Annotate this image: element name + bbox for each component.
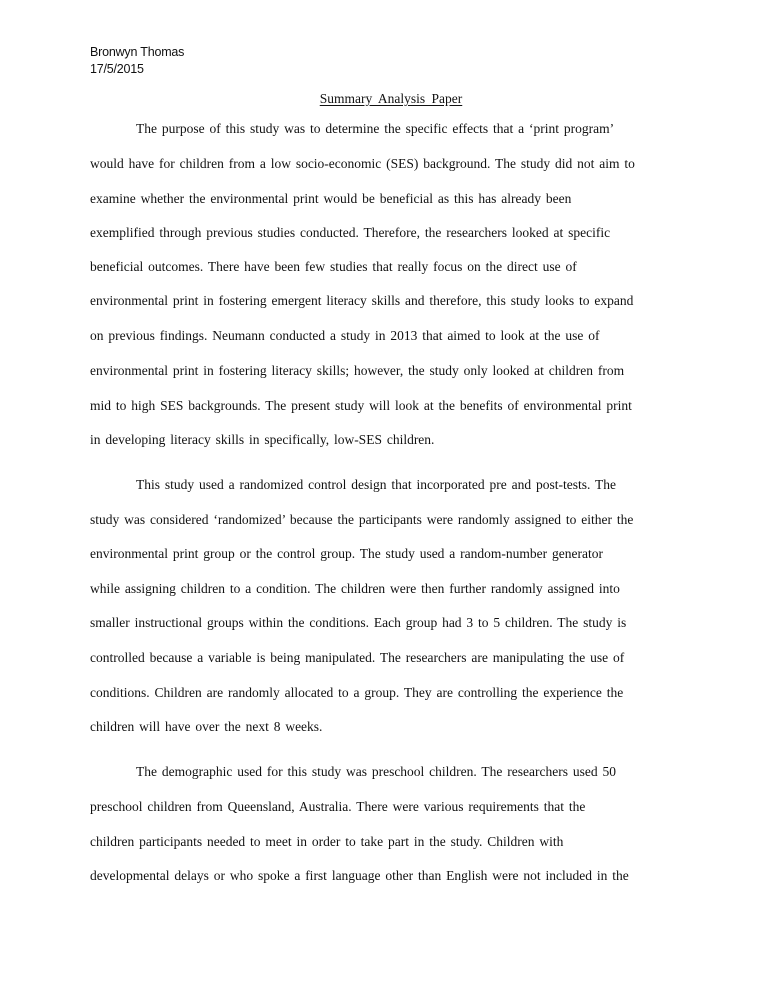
text-line: environmental print in fostering emergent literacy skills and therefore, this study looks to expand <box>90 293 634 308</box>
document-date: 17/5/2015 <box>90 62 144 76</box>
text-line: controlled because a variable is being manipulated. The researchers are manipulating the use of <box>90 650 625 665</box>
author-name: Bronwyn Thomas <box>90 45 185 59</box>
document-title <box>0 90 768 108</box>
text-line: would have for children from a low socio-economic (SES) background. The study did not aim to <box>90 156 635 171</box>
text-line: environmental print in fostering literacy skills; however, the study only looked at children from <box>90 363 625 378</box>
text-line: children will have over the next 8 weeks. <box>90 719 323 734</box>
document-title-text: Summary Analysis Paper <box>319 91 463 106</box>
text-line: smaller instructional groups within the conditions. Each group had 3 to 5 children. The study is <box>90 615 627 630</box>
text-line: study was considered ‘randomized’ because the participants were randomly assigned to either the <box>90 512 634 527</box>
text-line: developmental delays or who spoke a first language other than English were not included in the <box>90 868 629 883</box>
text-line: mid to high SES backgrounds. The present study will look at the benefits of environmental print <box>90 398 632 413</box>
text-line: children participants needed to meet in order to take part in the study. Children with <box>90 834 564 849</box>
document-header <box>90 44 184 78</box>
text-line: while assigning children to a condition. The children were then further randomly assigned into <box>90 581 620 596</box>
text-line: beneficial outcomes. There have been few studies that really focus on the direct use of <box>90 259 577 274</box>
text-line: The demographic used for this study was preschool children. The researchers used 50 <box>136 764 616 779</box>
text-line: preschool children from Queensland, Australia. There were various requirements that the <box>90 799 586 814</box>
text-line: examine whether the environmental print would be beneficial as this has already been <box>90 191 572 206</box>
text-line: on previous findings. Neumann conducted a study in 2013 that aimed to look at the use of <box>90 328 600 343</box>
text-line: in developing literacy skills in specifically, low-SES children. <box>90 432 435 447</box>
text-line: The purpose of this study was to determine the specific effects that a ‘print program’ <box>136 121 615 136</box>
text-line: This study used a randomized control design that incorporated pre and post-tests. The <box>136 477 617 492</box>
text-line: exemplified through previous studies conducted. Therefore, the researchers looked at specific <box>90 225 611 240</box>
text-line: environmental print group or the control group. The study used a random-number generator <box>90 546 603 561</box>
text-line: conditions. Children are randomly allocated to a group. They are controlling the experience the <box>90 685 624 700</box>
